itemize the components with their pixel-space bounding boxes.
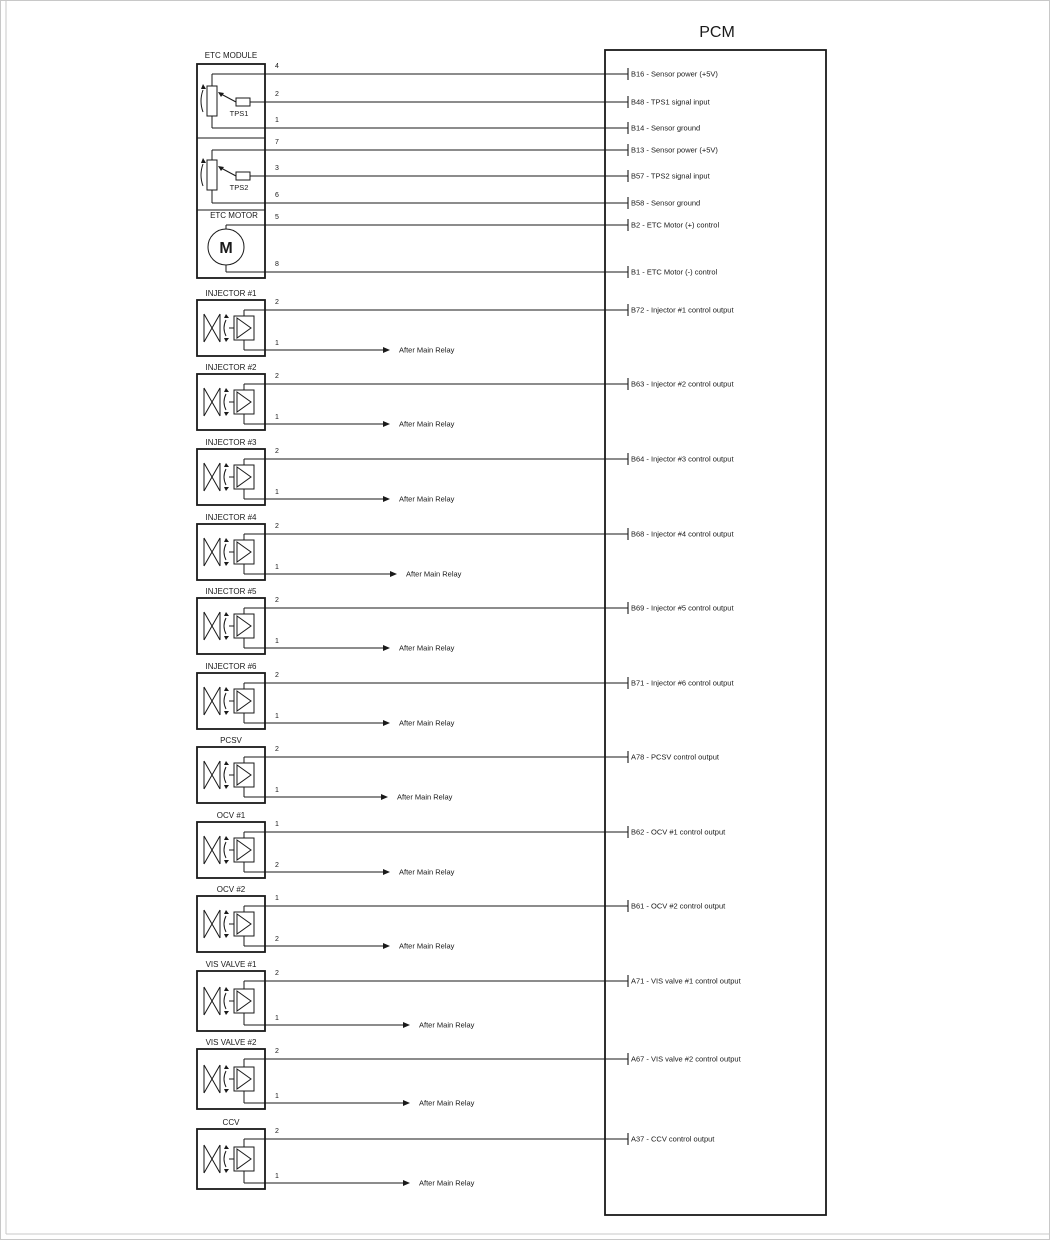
pin-number: 1 <box>275 821 279 828</box>
etc-pin-number: 2 <box>275 91 279 98</box>
relay-label: After Main Relay <box>399 494 455 504</box>
component-10-pcm-label: A67 - VIS valve #2 control output <box>631 1054 741 1064</box>
solenoid-valve-icon <box>204 757 265 797</box>
component-0-pcm-label: B72 - Injector #1 control output <box>631 305 734 315</box>
tps2-sensor-icon <box>201 150 265 203</box>
valve-body <box>204 388 220 416</box>
etc-pin-number: 3 <box>275 165 279 172</box>
valve-body <box>204 761 220 789</box>
component-blocks <box>197 289 742 1189</box>
component-8-pcm-label: B61 - OCV #2 control output <box>631 901 726 911</box>
valve-arrow <box>224 562 229 566</box>
pin-number: 2 <box>275 672 279 679</box>
component-7 <box>197 811 726 878</box>
valve-spring <box>224 693 226 709</box>
etc-pin-number: 5 <box>275 214 279 221</box>
etc-pin-number: 1 <box>275 117 279 124</box>
valve-body <box>204 314 220 342</box>
etc-module-title: ETC MODULE <box>204 51 258 60</box>
component-1-pcm-label: B63 - Injector #2 control output <box>631 379 734 389</box>
etc-pin-number: 8 <box>275 261 279 268</box>
valve-arrow <box>224 860 229 864</box>
valve-spring <box>224 544 226 560</box>
pin-number: 1 <box>275 564 279 571</box>
valve-body <box>204 1145 220 1173</box>
component-0 <box>197 289 734 356</box>
component-1 <box>197 363 734 430</box>
component-title: OCV #2 <box>216 885 246 894</box>
coil-symbol <box>237 991 251 1011</box>
component-8 <box>197 885 726 952</box>
valve-arrow <box>224 761 229 765</box>
valve-arrow <box>224 987 229 991</box>
valve-body <box>204 612 220 640</box>
relay-label: After Main Relay <box>419 1178 475 1188</box>
solenoid-valve-icon <box>204 981 265 1025</box>
valve-spring <box>224 618 226 634</box>
valve-body <box>204 538 220 566</box>
etc-pin-number: 7 <box>275 139 279 146</box>
relay-arrow-icon <box>383 421 390 427</box>
coil-symbol <box>237 914 251 934</box>
etc-6-pcm-label: B2 - ETC Motor (+) control <box>631 220 720 230</box>
etc-motor-symbol: M <box>219 240 233 257</box>
relay-label: After Main Relay <box>419 1098 475 1108</box>
tps1-label: TPS1 <box>229 109 249 118</box>
relay-label: After Main Relay <box>399 643 455 653</box>
solenoid-valve-icon <box>204 608 265 648</box>
component-title: CCV <box>222 1118 240 1127</box>
valve-spring <box>224 842 226 858</box>
pin-number: 1 <box>275 638 279 645</box>
valve-arrow <box>224 711 229 715</box>
pcm-title: PCM <box>699 24 735 41</box>
valve-body <box>204 1065 220 1093</box>
valve-arrow <box>224 1169 229 1173</box>
relay-arrow-icon <box>390 571 397 577</box>
component-title: VIS VALVE #2 <box>205 1038 257 1047</box>
etc-7-pcm-label: B1 - ETC Motor (-) control <box>631 267 718 277</box>
component-3-pcm-label: B68 - Injector #4 control output <box>631 529 734 539</box>
component-7-pcm-label: B62 - OCV #1 control output <box>631 827 726 837</box>
relay-label: After Main Relay <box>406 569 462 579</box>
pin-number: 2 <box>275 523 279 530</box>
valve-arrow <box>224 1065 229 1069</box>
pin-number: 1 <box>275 895 279 902</box>
coil-symbol <box>237 467 251 487</box>
valve-spring <box>224 993 226 1009</box>
relay-arrow-icon <box>403 1180 410 1186</box>
component-9-pcm-label: A71 - VIS valve #1 control output <box>631 976 741 986</box>
etc-pin-number: 6 <box>275 192 279 199</box>
component-title: VIS VALVE #1 <box>205 960 257 969</box>
solenoid-valve-icon <box>204 1139 265 1183</box>
solenoid-valve-icon <box>204 384 265 424</box>
etc-pin-number: 4 <box>275 63 279 70</box>
component-3 <box>197 513 734 580</box>
pin-number: 2 <box>275 597 279 604</box>
component-2 <box>197 438 734 505</box>
valve-arrow <box>224 785 229 789</box>
valve-arrow <box>224 338 229 342</box>
pin-number: 2 <box>275 448 279 455</box>
valve-arrow <box>224 1089 229 1093</box>
component-title: INJECTOR #6 <box>205 662 257 671</box>
etc-2-pcm-label: B14 - Sensor ground <box>631 123 701 133</box>
relay-arrow-icon <box>383 347 390 353</box>
valve-spring <box>224 394 226 410</box>
valve-arrow <box>224 463 229 467</box>
valve-arrow <box>224 910 229 914</box>
pin-number: 1 <box>275 1093 279 1100</box>
valve-body <box>204 687 220 715</box>
valve-spring <box>224 1071 226 1087</box>
relay-arrow-icon <box>383 496 390 502</box>
valve-arrow <box>224 388 229 392</box>
etc-1-pcm-label: B48 - TPS1 signal input <box>631 97 710 107</box>
pin-number: 2 <box>275 1128 279 1135</box>
pin-number: 2 <box>275 936 279 943</box>
valve-body <box>204 910 220 938</box>
coil-symbol <box>237 1069 251 1089</box>
pin-number: 1 <box>275 1015 279 1022</box>
component-5 <box>197 662 734 729</box>
etc-0-pcm-label: B16 - Sensor power (+5V) <box>631 69 718 79</box>
valve-arrow <box>224 487 229 491</box>
relay-label: After Main Relay <box>419 1020 475 1030</box>
relay-label: After Main Relay <box>399 419 455 429</box>
relay-label: After Main Relay <box>399 941 455 951</box>
component-6-pcm-label: A78 - PCSV control output <box>631 752 719 762</box>
etc-5-pcm-label: B58 - Sensor ground <box>631 198 701 208</box>
pin-number: 1 <box>275 414 279 421</box>
relay-label: After Main Relay <box>399 867 455 877</box>
pin-number: 1 <box>275 340 279 347</box>
coil-symbol <box>237 1149 251 1169</box>
solenoid-valve-icon <box>204 459 265 499</box>
valve-arrow <box>224 538 229 542</box>
relay-arrow-icon <box>403 1100 410 1106</box>
relay-arrow-icon <box>381 794 388 800</box>
coil-symbol <box>237 840 251 860</box>
tps1-sensor-icon <box>201 74 265 128</box>
relay-arrow-icon <box>383 720 390 726</box>
valve-arrow <box>224 934 229 938</box>
valve-arrow <box>224 1145 229 1149</box>
component-4-pcm-label: B69 - Injector #5 control output <box>631 603 734 613</box>
component-title: OCV #1 <box>216 811 246 820</box>
tps2-label: TPS2 <box>229 183 249 192</box>
component-10 <box>197 1038 742 1109</box>
relay-label: After Main Relay <box>397 792 453 802</box>
component-title: INJECTOR #5 <box>205 587 257 596</box>
valve-spring <box>224 320 226 336</box>
pin-number: 2 <box>275 299 279 306</box>
valve-body <box>204 463 220 491</box>
component-6 <box>197 736 720 803</box>
coil-symbol <box>237 616 251 636</box>
valve-spring <box>224 916 226 932</box>
valve-body <box>204 987 220 1015</box>
valve-arrow <box>224 412 229 416</box>
component-title: INJECTOR #2 <box>205 363 257 372</box>
coil-symbol <box>237 392 251 412</box>
relay-label: After Main Relay <box>399 345 455 355</box>
pin-number: 2 <box>275 1048 279 1055</box>
valve-arrow <box>224 314 229 318</box>
relay-arrow-icon <box>383 943 390 949</box>
component-title: INJECTOR #3 <box>205 438 257 447</box>
valve-arrow <box>224 612 229 616</box>
etc-motor-title: ETC MOTOR <box>210 211 258 220</box>
solenoid-valve-icon <box>204 683 265 723</box>
etc-4-pcm-label: B57 - TPS2 signal input <box>631 171 710 181</box>
coil-symbol <box>237 765 251 785</box>
solenoid-valve-icon <box>204 534 265 574</box>
page-frame <box>1 1 1050 1240</box>
pin-number: 2 <box>275 862 279 869</box>
pin-number: 1 <box>275 1173 279 1180</box>
etc-motor-icon <box>208 225 265 272</box>
etc-3-pcm-label: B13 - Sensor power (+5V) <box>631 145 718 155</box>
etc-wires <box>265 63 719 278</box>
coil-symbol <box>237 542 251 562</box>
component-4 <box>197 587 734 654</box>
coil-symbol <box>237 691 251 711</box>
valve-arrow <box>224 636 229 640</box>
pin-number: 2 <box>275 746 279 753</box>
component-title: INJECTOR #1 <box>205 289 257 298</box>
solenoid-valve-icon <box>204 906 265 946</box>
valve-arrow <box>224 836 229 840</box>
pin-number: 2 <box>275 970 279 977</box>
valve-arrow <box>224 1011 229 1015</box>
pin-number: 1 <box>275 489 279 496</box>
coil-symbol <box>237 318 251 338</box>
pin-number: 1 <box>275 787 279 794</box>
relay-arrow-icon <box>383 869 390 875</box>
component-title: PCSV <box>220 736 242 745</box>
valve-spring <box>224 767 226 783</box>
component-9 <box>197 960 742 1031</box>
valve-arrow <box>224 687 229 691</box>
solenoid-valve-icon <box>204 1059 265 1103</box>
pin-number: 2 <box>275 373 279 380</box>
pin-number: 1 <box>275 713 279 720</box>
component-11 <box>197 1118 715 1189</box>
component-5-pcm-label: B71 - Injector #6 control output <box>631 678 734 688</box>
relay-label: After Main Relay <box>399 718 455 728</box>
valve-body <box>204 836 220 864</box>
component-11-pcm-label: A37 - CCV control output <box>631 1134 715 1144</box>
component-title: INJECTOR #4 <box>205 513 257 522</box>
relay-arrow-icon <box>403 1022 410 1028</box>
valve-spring <box>224 469 226 485</box>
solenoid-valve-icon <box>204 310 265 350</box>
component-2-pcm-label: B64 - Injector #3 control output <box>631 454 734 464</box>
relay-arrow-icon <box>383 645 390 651</box>
solenoid-valve-icon <box>204 832 265 872</box>
valve-spring <box>224 1151 226 1167</box>
